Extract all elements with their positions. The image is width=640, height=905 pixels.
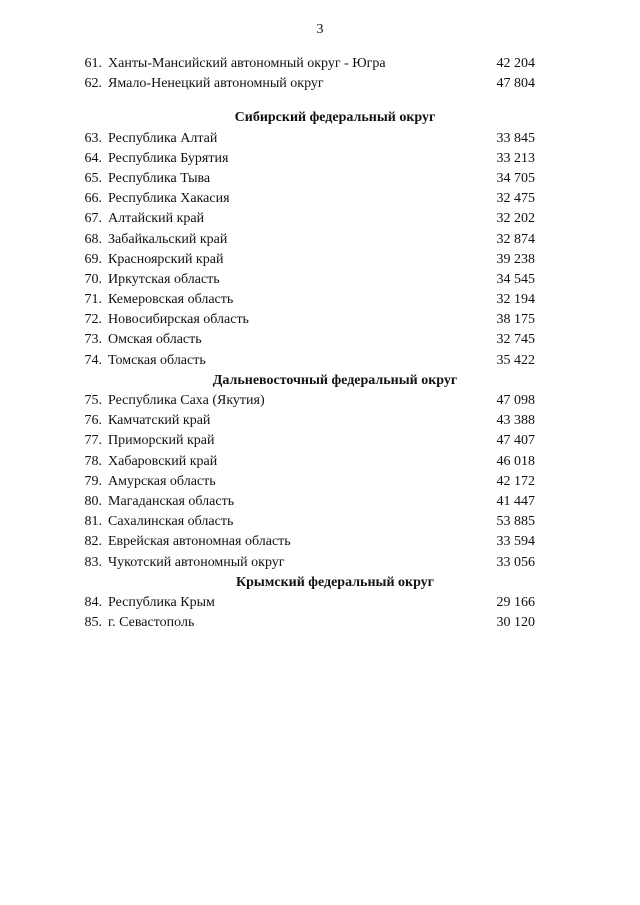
table-row [72,492,538,512]
region-name: Амурская область [108,473,216,489]
region-value: 47 098 [496,393,535,408]
region-value: 34 545 [496,271,535,287]
region-name: Чукотский автономный округ [108,554,285,570]
region-name: Новосибирская область [108,312,249,328]
region-name: Кемеровская область [108,292,234,308]
row-number: 64. [84,150,102,166]
table-row [72,330,538,350]
region-value: 38 175 [496,312,535,328]
region-value: 33 056 [496,554,535,570]
region-name: Ямало-Ненецкий автономный округ [108,76,324,92]
table-row [72,129,538,149]
table-row [72,74,538,94]
region-table [72,54,538,633]
region-name: г. Севастополь [108,615,195,631]
table-row [72,452,538,472]
section-heading-crimean: Крымский федеральный округ [235,574,435,590]
row-number: 67. [84,211,102,227]
table-row [72,411,538,431]
table-row [72,351,538,371]
row-number: 65. [84,170,102,186]
region-name: Республика Тыва [108,170,211,186]
region-value: 43 388 [496,413,535,429]
region-name: Красноярский край [108,251,224,267]
row-number: 75. [84,393,102,408]
region-value: 47 407 [496,433,535,449]
table-row [72,472,538,492]
row-number: 79. [84,473,102,489]
table-row [72,54,538,74]
region-value: 32 874 [496,231,535,247]
row-number: 76. [84,413,102,429]
section-heading-far-eastern: Дальневосточный федеральный округ [212,372,458,388]
row-number: 66. [84,191,102,207]
region-value: 32 194 [496,292,535,308]
row-number: 68. [84,231,102,247]
region-name: Республика Алтай [108,130,218,146]
spacer [72,94,538,108]
region-name: Омская область [108,332,202,348]
row-number: 80. [84,493,102,509]
region-value: 39 238 [496,251,535,267]
row-number: 83. [84,554,102,570]
region-name: Магаданская область [108,493,235,509]
region-name: Алтайский край [108,211,205,227]
table-row [72,310,538,330]
row-number: 72. [84,312,102,328]
region-name: Еврейская автономная область [108,534,291,550]
region-name: Хабаровский край [108,453,218,469]
table-row [72,189,538,209]
region-value: 47 804 [496,76,535,92]
region-value: 32 475 [496,191,535,207]
row-number: 73. [84,332,102,348]
row-number: 62. [84,76,102,92]
region-name: Приморский край [108,433,215,449]
region-value: 42 172 [496,473,535,489]
row-number: 71. [84,292,102,308]
region-name: Забайкальский край [108,231,228,247]
row-number: 81. [84,514,102,530]
region-name: Республика Хакасия [108,191,230,207]
row-number: 63. [84,130,102,146]
table-row [72,512,538,532]
region-value: 32 745 [496,332,535,348]
region-value: 30 120 [496,615,535,631]
section-heading-siberian: Сибирский федеральный округ [234,110,436,126]
region-value: 34 705 [496,170,535,186]
region-name: Республика Бурятия [108,150,229,166]
region-value: 33 845 [496,130,535,146]
region-value: 53 885 [496,514,535,530]
region-name: Республика Крым [108,594,215,610]
row-number: 78. [84,453,102,469]
table-row [72,270,538,290]
region-value: 41 447 [496,493,535,509]
row-number: 70. [84,271,102,287]
region-value: 35 422 [496,352,535,368]
region-name: Республика Саха (Якутия) [108,393,265,408]
region-value: 33 594 [496,534,535,550]
row-number: 82. [84,534,102,550]
row-number: 69. [84,251,102,267]
region-name: Томская область [108,352,206,368]
table-row [72,613,538,633]
region-name: Ханты-Мансийский автономный округ - Югра [108,56,386,71]
table-row [72,553,538,573]
row-number: 77. [84,433,102,449]
region-name: Сахалинская область [108,514,234,530]
page-number: 3 [316,22,324,37]
region-value: 29 166 [496,594,535,610]
table-row [72,290,538,310]
table-row [72,209,538,229]
table-row [72,149,538,169]
table-row [72,230,538,250]
row-number: 85. [84,615,102,631]
row-number: 74. [84,352,102,368]
row-number: 84. [84,594,102,610]
region-value: 46 018 [496,453,535,469]
region-value: 42 204 [496,56,535,71]
table-row [72,532,538,552]
table-row [72,250,538,270]
table-row [72,431,538,451]
table-row [72,169,538,189]
region-value: 33 213 [496,150,535,166]
region-name: Камчатский край [108,413,211,429]
table-row [72,593,538,613]
row-number: 61. [84,56,102,71]
region-name: Иркутская область [108,271,220,287]
table-row [72,391,538,411]
region-value: 32 202 [496,211,535,227]
